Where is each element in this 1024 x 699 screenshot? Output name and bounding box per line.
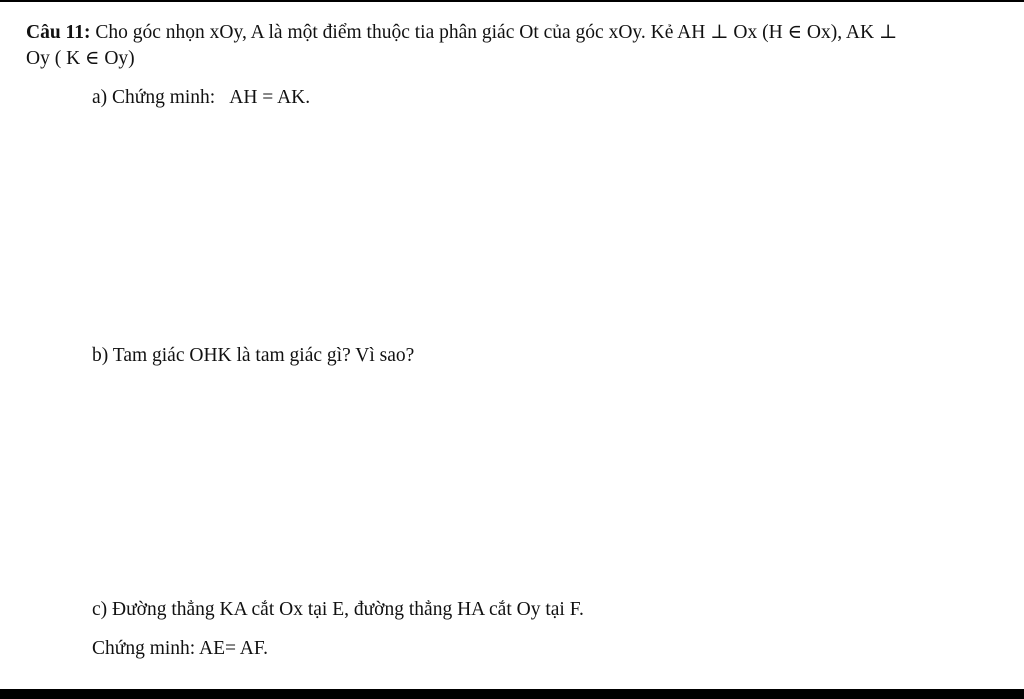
question-number: Câu 11: [26,22,91,43]
part-a-formula: AH = AK. [229,87,311,108]
question-statement-line-2: Oy ( K ∈ Oy) [26,48,135,69]
part-c-line-1: c) Đường thẳng KA cắt Ox tại E, đường thẳng HA cắt Oy tại F. [92,599,584,620]
question-statement-line-1 [26,21,897,45]
part-a [92,86,310,110]
part-a-prefix: a) Chứng minh: [92,87,216,108]
part-c-line-2: Chứng minh: AE= AF. [92,638,269,659]
part-b: b) Tam giác OHK là tam giác gì? Vì sao? [92,345,415,366]
worksheet-page [0,2,1024,689]
question-text-1: Cho góc nhọn xOy, A là một điểm thuộc tia phân giác Ot của góc xOy. Kẻ AH ⊥ Ox (H ∈ Ox), AK ⊥ [90,22,898,43]
